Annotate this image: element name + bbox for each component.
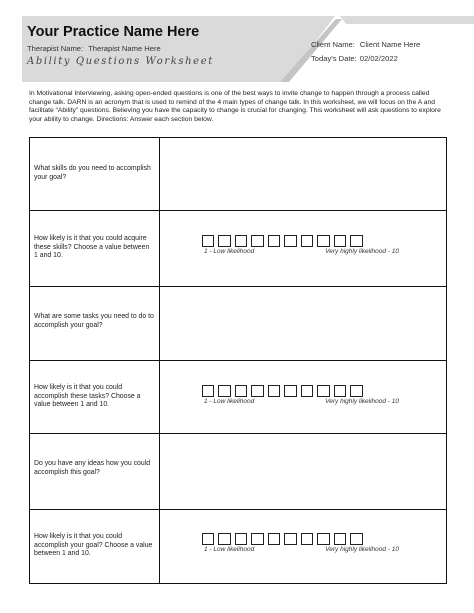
scale-high-label: Very highly likelihood - 10 (325, 248, 399, 255)
table-row (30, 286, 446, 360)
question-text: Do you have any ideas how you could accomplish this goal? (34, 460, 151, 476)
rating-box-1[interactable] (202, 235, 214, 247)
rating-box-4[interactable] (251, 385, 263, 397)
rating-box-7[interactable] (301, 533, 313, 545)
rating-box-3[interactable] (235, 533, 247, 545)
rating-box-8[interactable] (317, 235, 329, 247)
intro-paragraph: In Motivational Interviewing, asking open-ended questions is one of the best ways to invite change to happen through a process called change talk. DARN is an acronym that is used to remind of the 4 main types of change talk. In this worksheet, we will focus on the A and facilitate “Ability” questions. Believing you have the capacity to change is crucial for changing. This worksheet will ask questions to explore your ability to change. Directions: Answer each section below. (29, 90, 441, 123)
question-text: How likely is it that you could acquire these skills? Choose a value between 1 and 10. (34, 235, 150, 260)
client-name-line (311, 40, 420, 49)
rating-box-9[interactable] (334, 385, 346, 397)
rating-box-7[interactable] (301, 385, 313, 397)
worksheet-table (29, 137, 447, 584)
likelihood-scale (202, 235, 402, 257)
question-text: What are some tasks you need to do to accomplish your goal? (34, 313, 154, 329)
rating-box-5[interactable] (268, 385, 280, 397)
scale-low-label: 1 - Low likelihood (204, 546, 255, 553)
rating-boxes (202, 235, 402, 247)
date-value[interactable]: 02/02/2022 (359, 54, 398, 63)
table-row (30, 210, 446, 286)
rating-box-10[interactable] (350, 385, 362, 397)
rating-box-10[interactable] (350, 235, 362, 247)
rating-box-9[interactable] (334, 533, 346, 545)
date-label: Today's Date: (311, 54, 357, 63)
client-name-label: Client Name: (311, 40, 355, 49)
table-row (30, 509, 446, 585)
rating-box-5[interactable] (268, 533, 280, 545)
scale-high-label: Very highly likelihood - 10 (325, 398, 399, 405)
scale-low-label: 1 - Low likelihood (204, 398, 255, 405)
rating-box-4[interactable] (251, 533, 263, 545)
rating-box-5[interactable] (268, 235, 280, 247)
client-name-value[interactable]: Client Name Here (359, 40, 421, 49)
rating-box-9[interactable] (334, 235, 346, 247)
therapist-name-line (27, 44, 161, 53)
table-row (30, 433, 446, 509)
scale-low-label: 1 - Low likelihood (204, 248, 255, 255)
question-text: How likely is it that you could accomplish your goal? Choose a value between 1 and 10. (34, 533, 153, 558)
rating-box-3[interactable] (235, 235, 247, 247)
table-row (30, 360, 446, 433)
practice-name: Your Practice Name Here (27, 24, 200, 40)
rating-box-8[interactable] (317, 385, 329, 397)
rating-box-2[interactable] (218, 385, 230, 397)
rating-box-6[interactable] (284, 385, 296, 397)
therapist-name-value[interactable]: Therapist Name Here (88, 44, 161, 53)
worksheet-title: Ability Questions Worksheet (27, 56, 214, 67)
rating-boxes (202, 533, 402, 545)
therapist-name-label: Therapist Name: (27, 44, 84, 53)
rating-box-6[interactable] (284, 533, 296, 545)
scale-high-label: Very highly likelihood - 10 (325, 546, 399, 553)
likelihood-scale (202, 533, 402, 555)
rating-box-8[interactable] (317, 533, 329, 545)
rating-box-2[interactable] (218, 235, 230, 247)
rating-box-7[interactable] (301, 235, 313, 247)
rating-box-1[interactable] (202, 533, 214, 545)
rating-box-10[interactable] (350, 533, 362, 545)
rating-box-2[interactable] (218, 533, 230, 545)
rating-boxes (202, 385, 402, 397)
rating-box-6[interactable] (284, 235, 296, 247)
likelihood-scale (202, 385, 402, 407)
rating-box-3[interactable] (235, 385, 247, 397)
table-row (30, 138, 446, 210)
question-text: What skills do you need to accomplish your goal? (34, 165, 151, 181)
date-line (311, 54, 398, 63)
rating-box-4[interactable] (251, 235, 263, 247)
question-text: How likely is it that you could accomplish these tasks? Choose a value between 1 and 10. (34, 384, 141, 409)
rating-box-1[interactable] (202, 385, 214, 397)
